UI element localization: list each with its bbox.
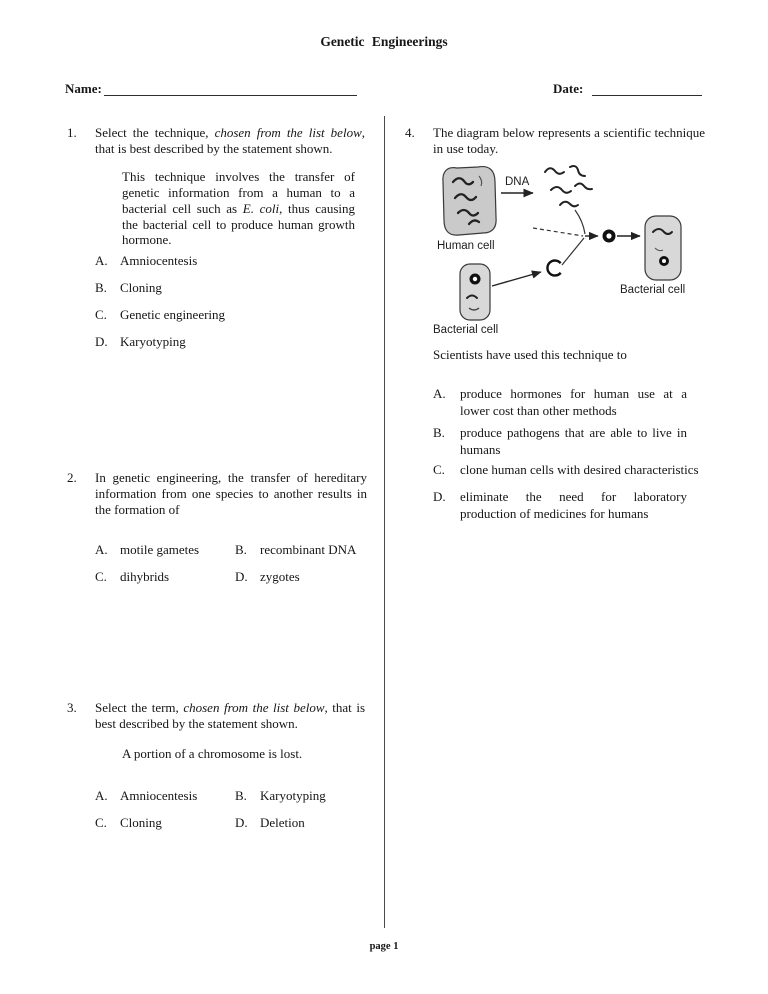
q4-choice-b <box>433 425 687 458</box>
bacterial-cell-right-label: Bacterial cell <box>620 284 686 296</box>
choice-letter: B. <box>235 788 247 803</box>
choice-text: eliminate the need for laboratory production of medicines for humans <box>460 489 687 521</box>
choice-text: produce hormones for human use at a lower cost than other methods <box>460 386 687 418</box>
q2-choice-c <box>95 569 169 585</box>
q3-choice-b <box>235 788 326 804</box>
choice-letter: A. <box>95 788 108 803</box>
technique-diagram <box>433 158 713 340</box>
bacteria-to-plasmid-arrow <box>492 272 541 286</box>
choice-letter: A. <box>95 542 108 557</box>
choice-text: Deletion <box>260 815 305 830</box>
q4-choice-d <box>433 489 687 522</box>
name-label: Name: <box>65 81 102 96</box>
question-1 <box>67 125 365 157</box>
dashed-connector <box>533 228 583 236</box>
choice-text: produce pathogens that are able to live in humans <box>460 425 687 457</box>
human-cell-label: Human cell <box>437 240 495 252</box>
question-1-statement <box>122 169 355 248</box>
question-1-prompt-post: , that is best described by the statement shown. <box>95 125 365 156</box>
choice-text: Karyotyping <box>260 788 326 803</box>
q1-choice-c <box>95 307 225 323</box>
choice-letter: C. <box>433 462 445 477</box>
q3-choice-d <box>235 815 305 831</box>
cut-plasmid-shape <box>547 261 560 276</box>
question-4-prompt: The diagram below represents a scientific technique in use today. <box>433 125 705 156</box>
question-1-prompt-italic: chosen from the list below <box>214 125 362 140</box>
choice-letter: D. <box>235 815 248 830</box>
choice-letter: C. <box>95 307 107 322</box>
choice-letter: B. <box>95 280 107 295</box>
column-divider <box>384 116 385 928</box>
choice-letter: B. <box>235 542 247 557</box>
choice-letter: D. <box>95 334 108 349</box>
choice-text: dihybrids <box>120 569 170 584</box>
choice-text: motile gametes <box>120 542 200 557</box>
plasmid-connector <box>562 238 584 265</box>
q1-choice-d <box>95 334 186 350</box>
question-2 <box>67 470 367 518</box>
question-4-number: 4. <box>405 125 415 140</box>
question-1-statement-italic: E. coli <box>242 200 280 216</box>
q4-choice-c <box>433 462 707 479</box>
dna-label: DNA <box>505 176 530 188</box>
question-4 <box>405 125 705 157</box>
bacterial-cell-left-shape <box>460 264 490 320</box>
question-3-statement: A portion of a chromosome is lost. <box>122 746 303 761</box>
date-blank-line <box>592 95 702 96</box>
choice-letter: C. <box>95 569 107 584</box>
question-3-prompt-post: , that is best described by the statement shown. <box>95 700 366 731</box>
date-label: Date: <box>553 81 584 96</box>
bacterial-cell-left-label: Bacterial cell <box>433 324 499 336</box>
page-number: page 1 <box>369 941 399 952</box>
q1-choice-b <box>95 280 162 296</box>
q4-choice-a <box>433 386 687 419</box>
name-blank-line <box>104 95 357 96</box>
question-3-prompt-italic: chosen from the list below <box>183 700 325 715</box>
question-3-prompt-pre: Select the term, <box>95 700 184 715</box>
recombinant-plasmid-shape <box>603 230 616 243</box>
choice-text: Cloning <box>120 815 162 830</box>
q2-choice-d <box>235 569 300 585</box>
question-3 <box>67 700 366 732</box>
q3-choice-a <box>95 788 197 804</box>
choice-letter: A. <box>95 253 108 268</box>
fragment-connector <box>575 210 585 234</box>
q2-choice-b <box>235 542 356 558</box>
bacterial-cell-right-shape <box>645 216 681 280</box>
page-title: Genetic Engineerings <box>320 34 448 49</box>
question-1-prompt-pre: Select the technique, <box>95 125 215 140</box>
q2-choice-a <box>95 542 199 558</box>
choice-letter: C. <box>95 815 107 830</box>
question-1-statement-post: , thus causing the bacterial cell to produce human growth hormone. <box>122 200 355 248</box>
question-2-number: 2. <box>67 470 77 485</box>
choice-text: recombinant DNA <box>260 542 357 557</box>
choice-letter: D. <box>235 569 248 584</box>
choice-text: Cloning <box>120 280 162 295</box>
question-4-statement: Scientists have used this technique to <box>433 347 627 362</box>
question-1-number: 1. <box>67 125 77 140</box>
q3-choice-c <box>95 815 162 831</box>
question-3-choices <box>95 788 367 842</box>
question-2-choices <box>95 542 367 596</box>
q1-choice-a <box>95 253 197 269</box>
choice-letter: A. <box>433 386 446 401</box>
choice-text: Amniocentesis <box>120 253 198 268</box>
choice-text: Genetic engineering <box>120 307 226 322</box>
choice-text: clone human cells with desired characteristics <box>460 462 699 477</box>
choice-letter: D. <box>433 489 446 504</box>
question-3-number: 3. <box>67 700 77 715</box>
choice-text: zygotes <box>260 569 300 584</box>
dna-fragments <box>545 166 592 206</box>
choice-text: Amniocentesis <box>120 788 198 803</box>
choice-letter: B. <box>433 425 445 440</box>
human-cell-shape <box>443 167 496 236</box>
question-1-statement-pre: This technique involves the transfer of genetic information from a human to a bacterial cell such as <box>122 169 355 216</box>
choice-text: Karyotyping <box>120 334 186 349</box>
question-2-prompt: In genetic engineering, the transfer of hereditary information from one species to another results in the formation of <box>95 470 367 517</box>
